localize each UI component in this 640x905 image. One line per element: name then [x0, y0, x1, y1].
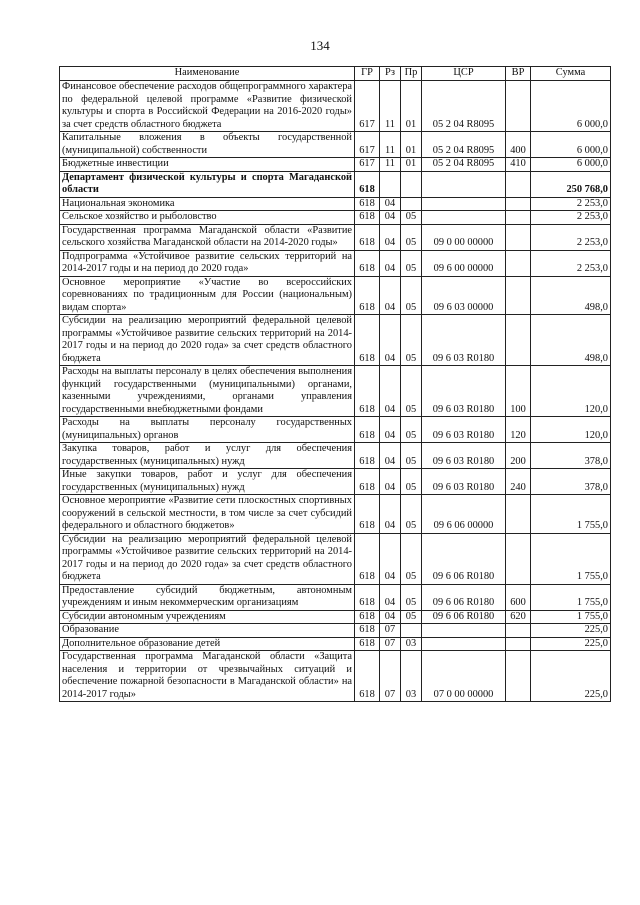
table-row [60, 132, 611, 158]
cell-name: Образование [60, 624, 355, 638]
cell-vr: 400 [506, 132, 531, 158]
cell-sum: 1 755,0 [531, 495, 611, 534]
cell-pr: 03 [401, 637, 422, 651]
cell-gr: 618 [355, 197, 380, 211]
cell-sum: 120,0 [531, 366, 611, 417]
cell-vr: 120 [506, 417, 531, 443]
cell-csr: 09 6 06 00000 [422, 495, 506, 534]
cell-gr: 618 [355, 584, 380, 610]
cell-pr [401, 624, 422, 638]
cell-pr: 05 [401, 533, 422, 584]
cell-csr: 09 6 03 R0180 [422, 469, 506, 495]
cell-pr: 05 [401, 224, 422, 250]
page-number: 134 [310, 38, 330, 53]
cell-csr [422, 624, 506, 638]
table-header-row [60, 67, 611, 81]
cell-vr [506, 250, 531, 276]
cell-sum: 2 253,0 [531, 197, 611, 211]
cell-csr: 09 6 06 R0180 [422, 610, 506, 624]
cell-gr: 617 [355, 81, 380, 132]
cell-csr: 09 6 06 R0180 [422, 584, 506, 610]
cell-name: Субсидии на реализацию мероприятий федеральной целевой программы «Устойчивое развитие сельских территорий на 2014-2017 годы и на период до 2020 года» за счет средств областного бюджета [60, 533, 355, 584]
table-row [60, 443, 611, 469]
cell-sum: 378,0 [531, 469, 611, 495]
table-row [60, 533, 611, 584]
table-row [60, 469, 611, 495]
cell-rz: 04 [380, 469, 401, 495]
cell-gr: 617 [355, 158, 380, 172]
cell-vr [506, 171, 531, 197]
cell-vr [506, 315, 531, 366]
table-body [60, 81, 611, 702]
cell-rz: 04 [380, 276, 401, 315]
cell-name: Государственная программа Магаданской области «Развитие сельского хозяйства Магаданской области на 2014-2020 годы» [60, 224, 355, 250]
cell-rz: 04 [380, 211, 401, 225]
table-row [60, 495, 611, 534]
cell-sum: 1 755,0 [531, 584, 611, 610]
cell-name: Субсидии автономным учреждениям [60, 610, 355, 624]
cell-vr: 240 [506, 469, 531, 495]
cell-rz: 04 [380, 315, 401, 366]
cell-vr [506, 533, 531, 584]
cell-rz: 11 [380, 158, 401, 172]
cell-sum: 1 755,0 [531, 610, 611, 624]
cell-pr: 01 [401, 81, 422, 132]
table-row [60, 584, 611, 610]
cell-vr [506, 81, 531, 132]
column-header-name: Наименование [60, 67, 355, 81]
cell-gr: 618 [355, 495, 380, 534]
budget-table [59, 66, 611, 702]
cell-rz [380, 171, 401, 197]
cell-name: Расходы на выплаты персоналу в целях обеспечения выполнения функций государственными (муниципальными) органами, казенными учреждениями, органами управления государственными внебюджетными фондами [60, 366, 355, 417]
cell-gr: 618 [355, 624, 380, 638]
cell-rz: 07 [380, 651, 401, 702]
cell-vr: 100 [506, 366, 531, 417]
cell-pr: 05 [401, 584, 422, 610]
cell-name: Закупка товаров, работ и услуг для обеспечения государственных (муниципальных) нужд [60, 443, 355, 469]
cell-rz: 04 [380, 417, 401, 443]
cell-name: Иные закупки товаров, работ и услуг для обеспечения государственных (муниципальных) нужд [60, 469, 355, 495]
cell-vr [506, 651, 531, 702]
cell-vr [506, 637, 531, 651]
cell-csr [422, 211, 506, 225]
cell-name: Национальная экономика [60, 197, 355, 211]
cell-sum: 2 253,0 [531, 224, 611, 250]
cell-name: Финансовое обеспечение расходов общепрограммного характера по федеральной целевой программе «Развитие физической культуры и спорта в Российской Федерации на 2016-2020 годы» за счет средств областного бюджета [60, 81, 355, 132]
cell-name: Расходы на выплаты персоналу государственных (муниципальных) органов [60, 417, 355, 443]
cell-name: Основное мероприятие «Участие во всероссийских соревнованиях по традиционным для России (национальным) видам спорта» [60, 276, 355, 315]
cell-csr [422, 637, 506, 651]
cell-csr: 09 6 00 00000 [422, 250, 506, 276]
cell-csr: 09 6 03 R0180 [422, 443, 506, 469]
cell-vr [506, 197, 531, 211]
cell-sum: 6 000,0 [531, 132, 611, 158]
cell-rz: 04 [380, 197, 401, 211]
table-row [60, 250, 611, 276]
cell-pr: 05 [401, 417, 422, 443]
cell-gr: 618 [355, 610, 380, 624]
cell-vr [506, 624, 531, 638]
cell-sum: 225,0 [531, 651, 611, 702]
cell-csr: 09 6 06 R0180 [422, 533, 506, 584]
column-header-vr: ВР [506, 67, 531, 81]
cell-sum: 1 755,0 [531, 533, 611, 584]
cell-rz: 04 [380, 610, 401, 624]
cell-name: Предоставление субсидий бюджетным, автономным учреждениям и иным некоммерческим организациям [60, 584, 355, 610]
cell-sum: 225,0 [531, 624, 611, 638]
cell-pr: 01 [401, 132, 422, 158]
cell-name: Субсидии на реализацию мероприятий федеральной целевой программы «Устойчивое развитие сельских территорий на 2014-2017 годы и на период до 2020 года» за счет средств областного бюджета [60, 315, 355, 366]
cell-name: Подпрограмма «Устойчивое развитие сельских территорий на 2014-2017 годы и на период до 2020 года» [60, 250, 355, 276]
table-row [60, 197, 611, 211]
table-row [60, 366, 611, 417]
table-row [60, 610, 611, 624]
cell-gr: 618 [355, 224, 380, 250]
table-row [60, 158, 611, 172]
cell-sum: 250 768,0 [531, 171, 611, 197]
cell-gr: 618 [355, 250, 380, 276]
cell-sum: 225,0 [531, 637, 611, 651]
cell-vr: 600 [506, 584, 531, 610]
cell-pr: 05 [401, 276, 422, 315]
cell-csr: 09 6 03 R0180 [422, 315, 506, 366]
cell-pr: 01 [401, 158, 422, 172]
cell-pr: 05 [401, 211, 422, 225]
cell-name: Дополнительное образование детей [60, 637, 355, 651]
cell-rz: 04 [380, 366, 401, 417]
cell-gr: 618 [355, 533, 380, 584]
table-row [60, 276, 611, 315]
cell-pr: 05 [401, 469, 422, 495]
cell-sum: 120,0 [531, 417, 611, 443]
cell-csr: 09 0 00 00000 [422, 224, 506, 250]
table-row [60, 651, 611, 702]
column-header-csr: ЦСР [422, 67, 506, 81]
cell-rz: 04 [380, 495, 401, 534]
cell-csr: 05 2 04 R8095 [422, 158, 506, 172]
cell-vr [506, 224, 531, 250]
cell-pr: 05 [401, 443, 422, 469]
table-row [60, 81, 611, 132]
cell-vr: 410 [506, 158, 531, 172]
cell-gr: 618 [355, 366, 380, 417]
cell-sum: 6 000,0 [531, 81, 611, 132]
cell-rz: 04 [380, 584, 401, 610]
cell-rz: 07 [380, 637, 401, 651]
cell-csr: 09 6 03 R0180 [422, 366, 506, 417]
cell-rz: 11 [380, 81, 401, 132]
cell-rz: 04 [380, 443, 401, 469]
cell-gr: 618 [355, 417, 380, 443]
cell-rz: 04 [380, 533, 401, 584]
cell-gr: 618 [355, 637, 380, 651]
cell-pr: 05 [401, 250, 422, 276]
cell-name: Департамент физической культуры и спорта Магаданской области [60, 171, 355, 197]
table-row [60, 624, 611, 638]
cell-csr: 05 2 04 R8095 [422, 132, 506, 158]
cell-csr: 05 2 04 R8095 [422, 81, 506, 132]
table-row [60, 637, 611, 651]
cell-pr: 05 [401, 495, 422, 534]
cell-rz: 04 [380, 224, 401, 250]
column-header-rz: Рз [380, 67, 401, 81]
cell-sum: 498,0 [531, 315, 611, 366]
cell-gr: 617 [355, 132, 380, 158]
cell-pr: 05 [401, 610, 422, 624]
table-row [60, 224, 611, 250]
column-header-sum: Сумма [531, 67, 611, 81]
cell-rz: 11 [380, 132, 401, 158]
cell-name: Капитальные вложения в объекты государственной (муниципальной) собственности [60, 132, 355, 158]
cell-rz: 04 [380, 250, 401, 276]
cell-vr: 200 [506, 443, 531, 469]
cell-gr: 618 [355, 651, 380, 702]
cell-csr: 09 6 03 00000 [422, 276, 506, 315]
cell-name: Бюджетные инвестиции [60, 158, 355, 172]
cell-sum: 6 000,0 [531, 158, 611, 172]
cell-vr [506, 495, 531, 534]
cell-rz: 07 [380, 624, 401, 638]
cell-gr: 618 [355, 276, 380, 315]
cell-name: Государственная программа Магаданской области «Защита населения и территории от чрезвычайных ситуаций и обеспечение пожарной безопасности в Магаданской области» на 2014-2017 годы» [60, 651, 355, 702]
cell-csr [422, 197, 506, 211]
table-row [60, 211, 611, 225]
cell-name: Основное мероприятие «Развитие сети плоскостных спортивных сооружений в сельской местности, в том числе за счет субсидий федерального и областного бюджетов» [60, 495, 355, 534]
cell-csr [422, 171, 506, 197]
cell-vr [506, 211, 531, 225]
cell-name: Сельское хозяйство и рыболовство [60, 211, 355, 225]
table-row [60, 315, 611, 366]
table-row [60, 417, 611, 443]
cell-sum: 378,0 [531, 443, 611, 469]
cell-sum: 498,0 [531, 276, 611, 315]
table-row [60, 171, 611, 197]
cell-pr [401, 197, 422, 211]
cell-vr [506, 276, 531, 315]
column-header-pr: Пр [401, 67, 422, 81]
cell-sum: 2 253,0 [531, 211, 611, 225]
cell-pr [401, 171, 422, 197]
column-header-gr: ГР [355, 67, 380, 81]
cell-csr: 07 0 00 00000 [422, 651, 506, 702]
cell-pr: 03 [401, 651, 422, 702]
cell-vr: 620 [506, 610, 531, 624]
cell-sum: 2 253,0 [531, 250, 611, 276]
cell-gr: 618 [355, 171, 380, 197]
cell-gr: 618 [355, 315, 380, 366]
cell-gr: 618 [355, 469, 380, 495]
cell-gr: 618 [355, 211, 380, 225]
cell-gr: 618 [355, 443, 380, 469]
cell-csr: 09 6 03 R0180 [422, 417, 506, 443]
cell-pr: 05 [401, 315, 422, 366]
cell-pr: 05 [401, 366, 422, 417]
